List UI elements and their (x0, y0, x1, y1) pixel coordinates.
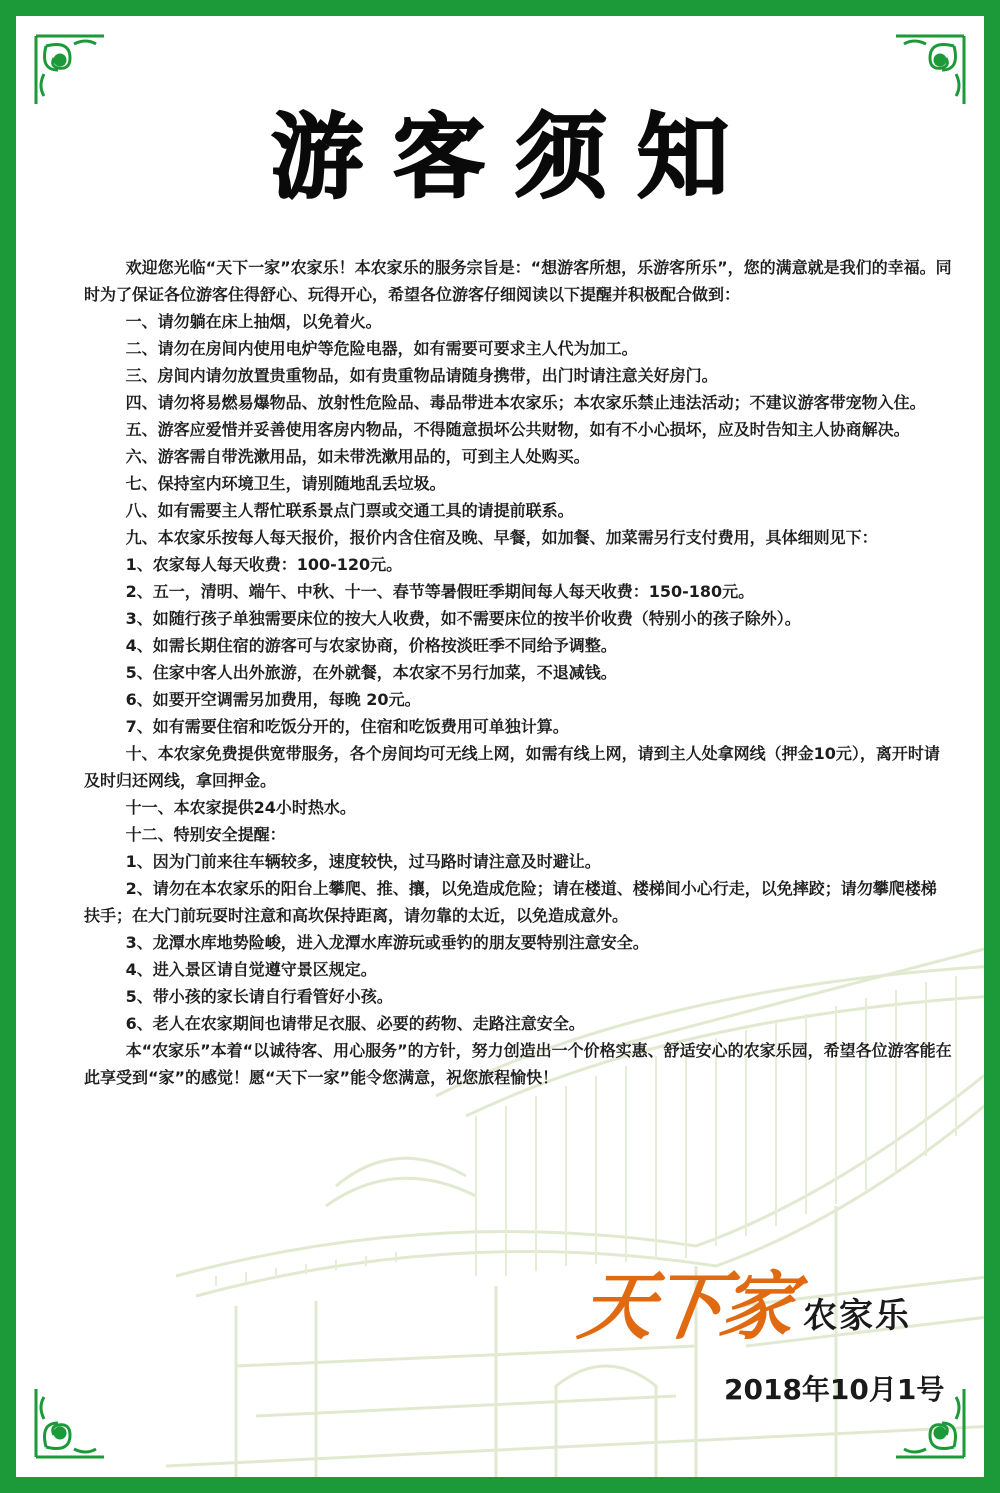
brand-mark: 天下家 (574, 1264, 797, 1350)
pricing-item: 2、五一，清明、端午、中秋、十一、春节等暑假旺季期间每人每天收费：150-180元。 (125, 582, 755, 601)
rule-item: 九、本农家乐按每人每天报价，报价内含住宿及晚、早餐，如加餐、加菜需另行支付费用，具体细则见下： (125, 528, 878, 547)
brand-logo (574, 1248, 941, 1358)
rule-item: 十、本农家免费提供宽带服务，各个房间均可无线上网，如需有线上网，请到主人处拿网线（押金10元），离开时请及时归还网线，拿回押金。 (84, 744, 940, 790)
pricing-item: 6、如要开空调需另加费用，每晚 20元。 (125, 690, 421, 709)
corner-ornament-icon (30, 1383, 110, 1463)
rule-item: 一、请勿躺在床上抽烟，以免着火。 (125, 312, 382, 331)
rule-item: 三、房间内请勿放置贵重物品，如有贵重物品请随身携带，出门时请注意关好房门。 (125, 366, 718, 385)
safety-item: 3、龙潭水库地势险峻，进入龙潭水库游玩或垂钓的朋友要特别注意安全。 (125, 933, 649, 952)
rule-item: 十一、本农家提供24小时热水。 (125, 798, 356, 817)
pricing-item: 3、如随行孩子单独需要床位的按大人收费，如不需要床位的按半价收费（特别小的孩子除外）。 (125, 609, 801, 628)
safety-item: 6、老人在农家期间也请带足衣服、必要的药物、走路注意安全。 (125, 1014, 585, 1033)
safety-item: 5、带小孩的家长请自行看管好小孩。 (125, 987, 393, 1006)
pricing-item: 4、如需长期住宿的游客可与农家协商，价格按淡旺季不同给予调整。 (125, 636, 617, 655)
rule-item: 二、请勿在房间内使用电炉等危险电器，如有需要可要求主人代为加工。 (125, 339, 638, 358)
rule-item: 六、游客需自带洗漱用品，如未带洗漱用品的，可到主人处购买。 (125, 447, 590, 466)
closing-paragraph: 本“农家乐”本着“以诚待客、用心服务”的方针，努力创造出一个价格实惠、舒适安心的农家乐园，希望各位游客能在此享受到“家”的感觉！愿“天下一家”能令您满意，祝您旅程愉快！ (84, 1041, 952, 1087)
safety-item: 1、因为门前来往车辆较多，速度较快，过马路时请注意及时避让。 (125, 852, 601, 871)
rule-item: 八、如有需要主人帮忙联系景点门票或交通工具的请提前联系。 (125, 501, 574, 520)
rule-item: 十二、特别安全提醒： (125, 825, 286, 844)
rule-item: 七、保持室内环境卫生，请别随地乱丢垃圾。 (125, 474, 446, 493)
pricing-item: 7、如有需要住宿和吃饭分开的，住宿和吃饭费用可单独计算。 (125, 717, 569, 736)
issue-date: 2018年10月1号 (724, 1373, 945, 1406)
brand-subtitle: 农家乐 (803, 1296, 911, 1336)
pricing-item: 1、农家每人每天收费：100-120元。 (125, 555, 403, 574)
safety-item: 4、进入景区请自觉遵守景区规定。 (125, 960, 377, 979)
intro-paragraph: 欢迎您光临“天下一家”农家乐！本农家乐的服务宗旨是：“想游客所想，乐游客所乐”，您的满意就是我们的幸福。同时为了保证各位游客住得舒心、玩得开心，希望各位游客仔细阅读以下提醒并积极配合做到： (84, 258, 952, 304)
page-title: 游客须知 (270, 104, 759, 211)
rule-item: 四、请勿将易燃易爆物品、放射性危险品、毒品带进本农家乐；本农家乐禁止违法活动；不建议游客带宠物入住。 (125, 393, 926, 412)
pricing-item: 5、住家中客人出外旅游，在外就餐，本农家不另行加菜，不退减钱。 (125, 663, 617, 682)
safety-item: 2、请勿在本农家乐的阳台上攀爬、推、攘，以免造成危险；请在楼道、楼梯间小心行走，以免摔跤；请勿攀爬楼梯扶手；在大门前玩耍时注意和高坎保持距离，请勿靠的太近，以免造成意外。 (84, 879, 937, 925)
notice-body (84, 254, 952, 1091)
rule-item: 五、游客应爱惜并妥善使用客房内物品，不得随意损坏公共财物，如有不小心损坏，应及时告知主人协商解决。 (125, 420, 910, 439)
